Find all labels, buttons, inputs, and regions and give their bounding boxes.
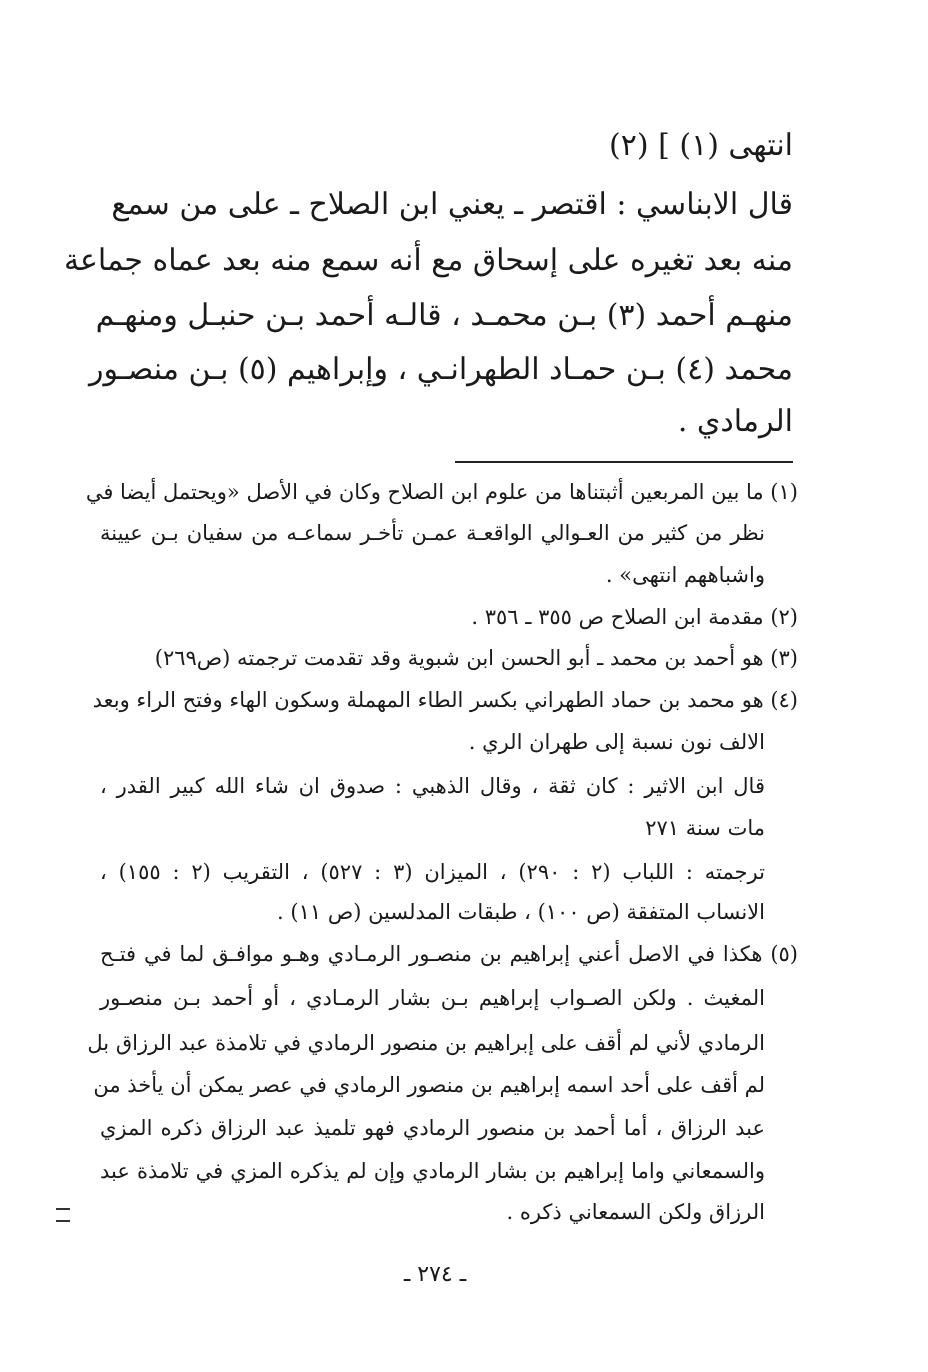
main-text-line: محمد (٤) بـن حمـاد الطهرانـي ، وإبراهيم (٥) بـن منصـور <box>89 352 793 387</box>
main-text-line: الرمادي . <box>677 404 793 439</box>
footnote-line: عبد الرزاق ، أما أحمد بن منصور الرمادي فهو تلميذ عبد الرزاق ذكره المزي <box>100 1116 765 1140</box>
footnote-line: والسمعاني واما إبراهيم بن بشار الرمادي وإن لم يذكره المزي في تلامذة عبد <box>100 1159 765 1183</box>
footnote-line: نظر من كثير من العـوالي الواقعـة عمـن تأخـر سماعـه من سفيان بـن عيينة <box>100 521 765 545</box>
footnote-line: (٣) هو أحمد بن محمد ـ أبو الحسن ابن شبوية وقد تقدمت ترجمته (ص٢٦٩) <box>154 646 798 670</box>
footnote-separator <box>455 461 793 463</box>
footnote-line: الانساب المتفقة (ص ١٠٠) ، طبقات المدلسين (ص ١١) . <box>277 900 765 924</box>
main-text-line: انتهى (١) ] (٢) <box>609 128 793 163</box>
margin-mark <box>56 1208 70 1222</box>
footnote-line: الرزاق ولكن السمعاني ذكره . <box>506 1200 765 1224</box>
footnote-line: قال ابن الاثير : كان ثقة ، وقال الذهبي : صدوق ان شاء الله كبير القدر ، <box>100 774 765 798</box>
main-text-line: قال الابناسي : اقتصر ـ يعني ابن الصلاح ـ على من سمع <box>111 187 793 222</box>
main-text-line: منه بعد تغيره على إسحاق مع أنه سمع منه بعد عماه جماعة <box>63 243 793 278</box>
footnote-line: ترجمته : اللباب (٢ : ٢٩٠) ، الميزان (٣ : ٥٢٧) ، التقريب (٢ : ١٥٥) ، <box>100 860 765 884</box>
footnote-line: (٤) هو محمد بن حماد الطهراني بكسر الطاء المهملة وسكون الهاء وفتح الراء وبعد <box>92 688 798 712</box>
footnote-line: لم أقف على أحد اسمه إبراهيم بن منصور الرمادي في عصر يمكن أن يأخذ من <box>93 1073 765 1097</box>
footnote-line: الالف نون نسبة إلى طهران الري . <box>468 730 765 754</box>
footnote-line: واشباههم انتهى» . <box>605 563 765 587</box>
page-number: ـ ٢٧٤ ـ <box>403 1262 467 1287</box>
footnote-line: (١) ما بين المربعين أثبتناها من علوم ابن الصلاح وكان في الأصل «ويحتمل أيضا في <box>85 480 798 504</box>
footnote-line: الرمادي لأني لم أقف على إبراهيم بن منصور الرمادي في تلامذة عبد الرزاق بل <box>87 1031 765 1055</box>
footnote-line: (٢) مقدمة ابن الصلاح ص ٣٥٥ ـ ٣٥٦ . <box>471 605 798 629</box>
footnote-line: المغيث . ولكن الصـواب إبراهيم بـن بشار الرمـادي ، أو أحمد بـن منصـور <box>100 986 765 1010</box>
footnote-line: (٥) هكذا في الاصل أعني إبراهيم بن منصـور الرمـادي وهـو موافـق لما في فتـح <box>100 942 798 966</box>
main-text-line: منهـم أحمد (٣) بـن محمـد ، قالـه أحمد بـن حنبـل ومنهـم <box>95 298 793 333</box>
footnote-line: مات سنة ٢٧١ <box>645 816 765 840</box>
